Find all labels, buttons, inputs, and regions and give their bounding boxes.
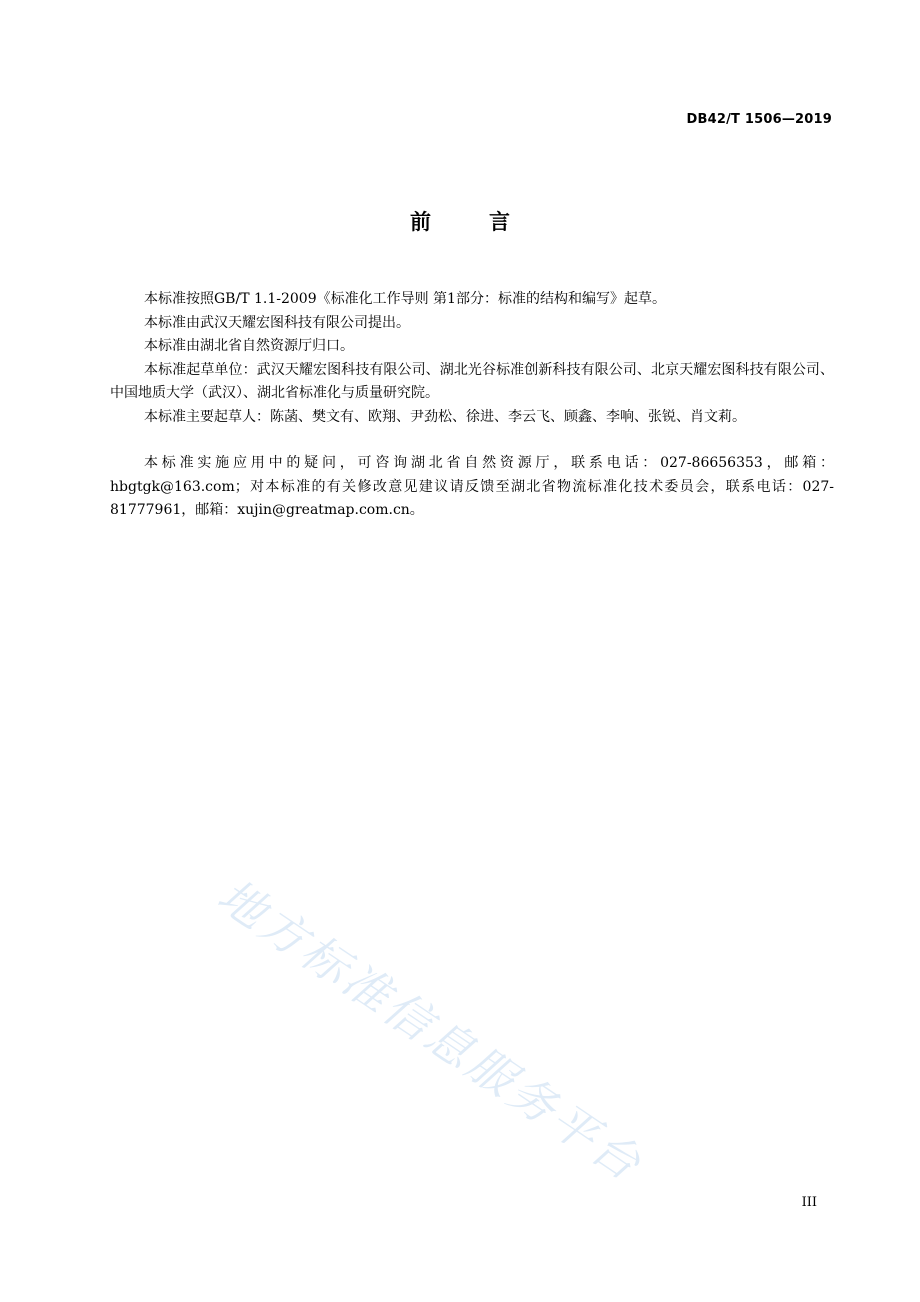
standard-code: DB42/T 1506—2019 [686,112,832,127]
paragraph-contact: 本标准实施应用中的疑问，可咨询湖北省自然资源厅，联系电话：027-86656353，邮箱：hbgtgk@163.com；对本标准的有关修改意见建议请反馈至湖北省物流标准化技术委员会，联系电话：027-81777961，邮箱：xujin@greatmap.com.cn。 [110,455,834,518]
title-char-2: 言 [489,210,510,234]
page-number: III [801,1195,817,1210]
paragraph-administrator: 本标准由湖北省自然资源厅归口。 [144,338,354,354]
title-char-1: 前 [410,210,431,234]
paragraph-proposer: 本标准由武汉天耀宏图科技有限公司提出。 [144,314,410,331]
watermark: 地方标准信息服务平台 [208,868,653,1193]
page-title [0,206,920,236]
paragraph-drafters: 本标准主要起草人：陈菡、樊文有、欧翔、尹劲松、徐进、李云飞、顾鑫、李响、张锐、肖文莉。 [144,408,746,425]
foreword-body [110,288,834,523]
paragraph-drafting-basis: 本标准按照GB/T 1.1-2009《标准化工作导则 第1部分：标准的结构和编写》起草。 [144,291,666,307]
paragraph-drafting-units: 本标准起草单位：武汉天耀宏图科技有限公司、湖北光谷标准创新科技有限公司、北京天耀宏图科技有限公司、中国地质大学（武汉）、湖北省标准化与质量研究院。 [110,361,834,401]
